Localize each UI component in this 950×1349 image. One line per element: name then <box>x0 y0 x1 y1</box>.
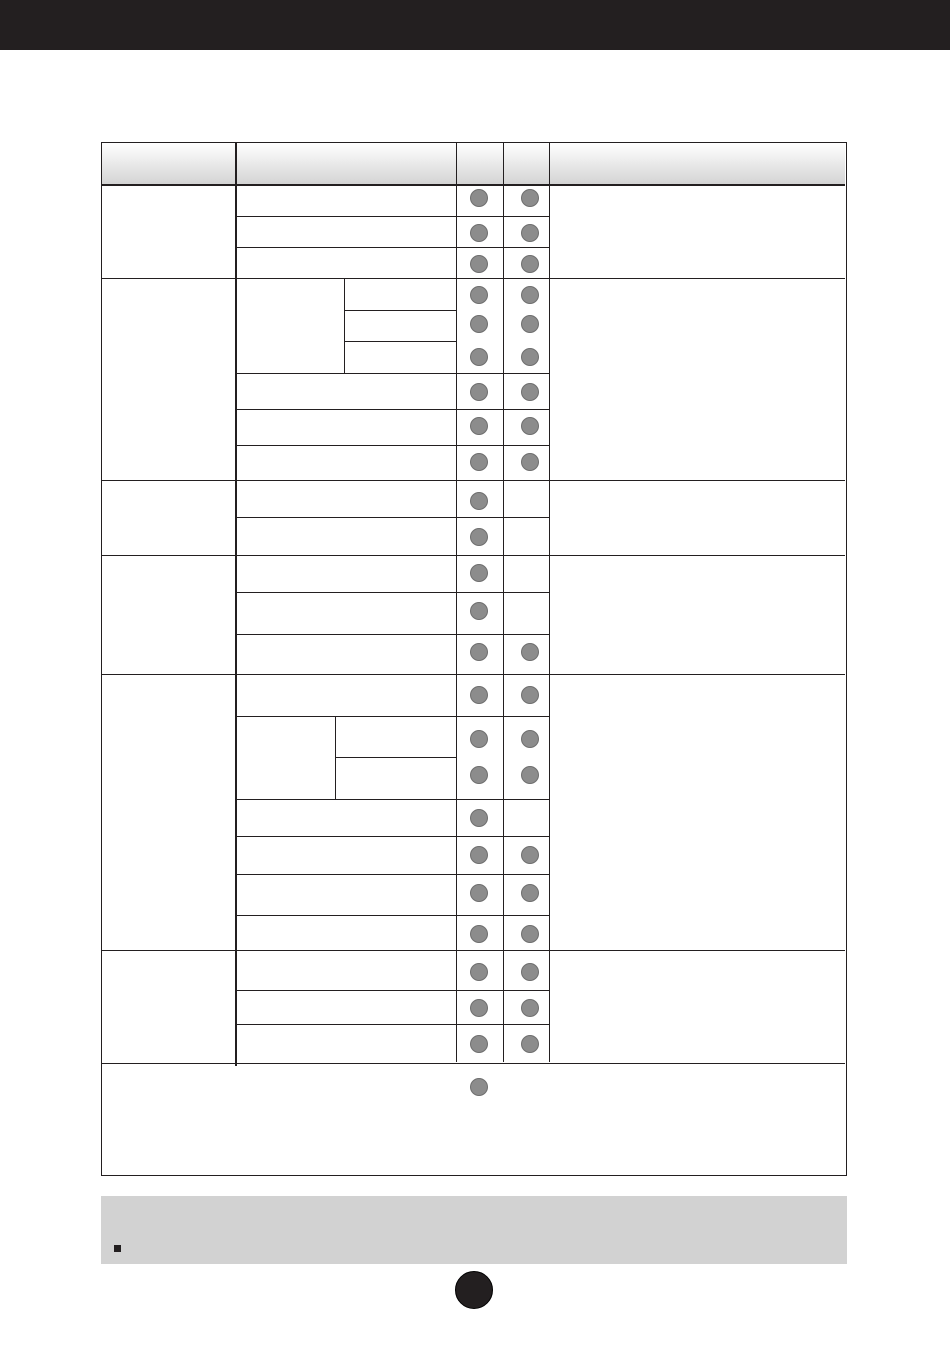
filled-circle-icon <box>470 528 488 546</box>
table-rule-horizontal <box>235 216 549 217</box>
table-rule-horizontal <box>235 1024 549 1025</box>
filled-circle-icon <box>521 999 539 1017</box>
table-rule-horizontal <box>344 341 456 342</box>
filled-circle-icon <box>521 315 539 333</box>
filled-circle-icon <box>470 602 488 620</box>
filled-circle-icon <box>521 925 539 943</box>
table-rule-horizontal <box>235 915 549 916</box>
filled-circle-icon <box>470 643 488 661</box>
filled-circle-icon <box>470 189 488 207</box>
table-rule-horizontal <box>235 634 549 635</box>
table-rule-horizontal <box>235 836 549 837</box>
filled-circle-icon <box>521 686 539 704</box>
filled-circle-icon <box>470 417 488 435</box>
table-rule-horizontal <box>101 1063 845 1064</box>
filled-circle-icon <box>521 348 539 366</box>
filled-circle-icon <box>470 999 488 1017</box>
table-rule-horizontal <box>235 517 549 518</box>
table-rule-horizontal <box>344 310 456 311</box>
table-rule-horizontal <box>235 874 549 875</box>
filled-circle-icon <box>470 846 488 864</box>
filled-circle-icon <box>521 383 539 401</box>
filled-circle-icon <box>470 492 488 510</box>
filled-circle-icon <box>470 286 488 304</box>
filled-circle-icon <box>521 224 539 242</box>
table-rule-horizontal <box>235 799 549 800</box>
table-rule-horizontal <box>235 592 549 593</box>
square-bullet-icon <box>114 1245 121 1252</box>
filled-circle-icon <box>470 1078 488 1096</box>
table-rule-horizontal <box>235 716 549 717</box>
filled-circle-icon <box>521 453 539 471</box>
table-rule-horizontal <box>101 184 845 186</box>
table-rule-vertical <box>344 278 345 373</box>
filled-circle-icon <box>470 686 488 704</box>
table-rule-vertical <box>235 143 237 1066</box>
filled-circle-icon <box>470 1035 488 1053</box>
filled-circle-icon <box>470 730 488 748</box>
table-rule-horizontal <box>101 480 845 481</box>
filled-circle-icon <box>521 417 539 435</box>
filled-circle-icon <box>521 255 539 273</box>
table-rule-horizontal <box>235 247 549 248</box>
filled-circle-icon <box>470 809 488 827</box>
filled-circle-icon <box>521 286 539 304</box>
filled-circle-icon <box>521 643 539 661</box>
table-rule-vertical <box>503 143 504 1062</box>
filled-circle-icon <box>470 766 488 784</box>
table-rule-horizontal <box>235 373 549 374</box>
filled-circle-icon <box>470 453 488 471</box>
filled-circle-icon <box>521 730 539 748</box>
filled-circle-icon <box>470 315 488 333</box>
table-rule-horizontal <box>235 409 549 410</box>
table-rule-horizontal <box>235 990 549 991</box>
filled-circle-icon <box>470 925 488 943</box>
filled-circle-icon <box>521 846 539 864</box>
table-rule-vertical <box>549 143 550 1062</box>
table-rule-horizontal <box>101 555 845 556</box>
table-rule-horizontal <box>335 757 456 758</box>
filled-circle-icon <box>470 884 488 902</box>
filled-circle-icon <box>521 189 539 207</box>
filled-circle-icon <box>470 564 488 582</box>
filled-circle-icon <box>521 963 539 981</box>
table-rule-horizontal <box>235 445 549 446</box>
table-rule-horizontal <box>101 674 845 675</box>
table-rule-vertical <box>456 143 457 1062</box>
filled-circle-icon <box>521 766 539 784</box>
filled-circle-icon <box>521 1035 539 1053</box>
filled-circle-icon <box>470 224 488 242</box>
page-header-bar <box>0 0 950 50</box>
filled-circle-icon <box>470 348 488 366</box>
table-rule-horizontal <box>101 950 845 951</box>
note-box <box>101 1196 847 1264</box>
filled-circle-icon <box>521 884 539 902</box>
filled-circle-icon <box>470 963 488 981</box>
filled-circle-icon <box>470 255 488 273</box>
table-rule-horizontal <box>101 278 845 279</box>
filled-circle-icon <box>470 383 488 401</box>
page-number <box>455 1271 493 1309</box>
